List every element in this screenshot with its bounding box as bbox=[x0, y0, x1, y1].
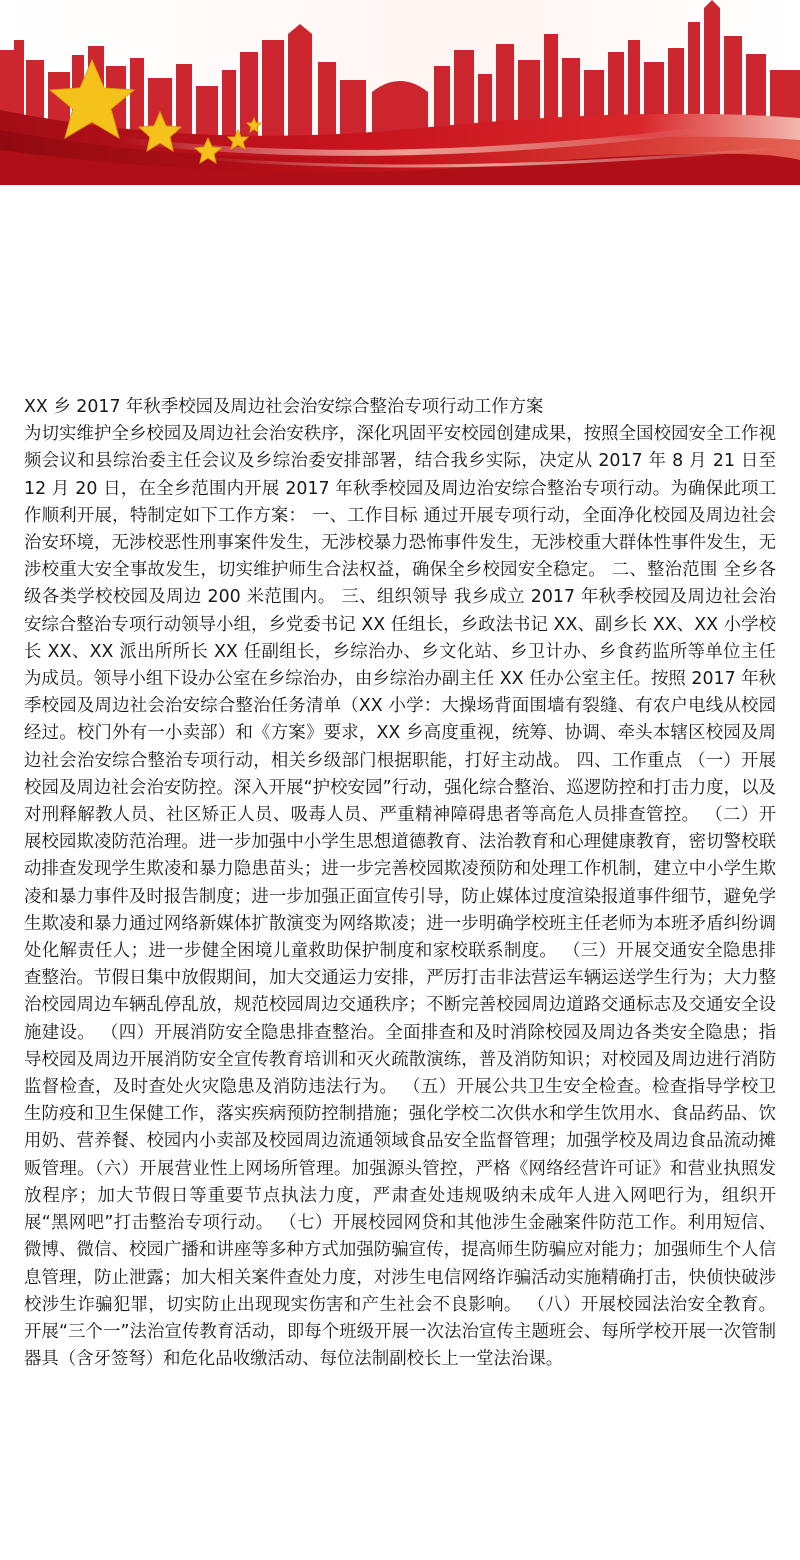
document-title: XX 乡 2017 年秋季校园及周边社会治安综合整治专项行动工作方案 bbox=[24, 397, 544, 417]
header-banner bbox=[0, 0, 800, 185]
banner-graphic bbox=[0, 0, 800, 185]
document-body: 为切实维护全乡校园及周边社会治安秩序，深化巩固平安校园创建成果，按照全国校园安全工作视频会议和县综治委主任会议及乡综治委安排部署，结合我乡实际，决定从 2017 年 8 月 21 日至 12 月 20 日，在全乡范围内开展 2017 年秋季校园及周边治安综合整治专项行动。为确保此项工作顺利开展，特制定如下工作方案： 一、工作目标 通过开展专项行动，全面净化校园及周边社会治安环境，无涉校恶性刑事案件发生，无涉校暴力恐怖事件发生，无涉校重大群体性事件发生，无涉校重大安全事故发生，切实维护师生合法权益，确保全乡校园安全稳定。 二、整治范围 全乡各级各类学校校园及周边 200 米范围内。 三、组织领导 我乡成立 2017 年秋季校园及周边社会治安综合整治专项行动领导小组，乡党委书记 XX 任组长，乡政法书记 XX、副乡长 XX、XX 小学校长 XX、XX 派出所所长 XX 任副组长，乡综治办、乡文化站、乡卫计办、乡食药监所等单位主任为成员。领导小组下设办公室在乡综治办，由乡综治办副主任 XX 任办公室主任。按照 2017 年秋季校园及周边社会治安综合整治任务清单（XX 小学：大操场背面围墙有裂缝、有农户电线从校园经过。校门外有一小卖部）和《方案》要求，XX 乡高度重视，统筹、协调、牵头本辖区校园及周边社会治安综合整治专项行动，相关乡级部门根据职能，打好主动战。 四、工作重点 （一）开展校园及周边社会治安防控。深入开展“护校安园”行动，强化综合整治、巡逻防控和打击力度，以及对刑释解教人员、社区矫正人员、吸毒人员、严重精神障碍患者等高危人员排查管控。 （二）开展校园欺凌防范治理。进一步加强中小学生思想道德教育、法治教育和心理健康教育，密切警校联动排查发现学生欺凌和暴力隐患苗头；进一步完善校园欺凌预防和处理工作机制，建立中小学生欺凌和暴力事件及时报告制度；进一步加强正面宣传引导，防止媒体过度渲染报道事件细节，避免学生欺凌和暴力通过网络新媒体扩散演变为网络欺凌；进一步明确学校班主任老师为本班矛盾纠纷调处化解责任人；进一步健全困境儿童救助保护制度和家校联系制度。 （三）开展交通安全隐患排查整治。节假日集中放假期间，加大交通运力安排，严厉打击非法营运车辆运送学生行为；大力整治校园周边车辆乱停乱放，规范校园周边交通秩序；不断完善校园周边道路交通标志及交通安全设施建设。 （四）开展消防安全隐患排查整治。全面排查和及时消除校园及周边各类安全隐患；指导校园及周边开展消防安全宣传教育培训和灭火疏散演练，普及消防知识；对校园及周边进行消防监督检查，及时查处火灾隐患及消防违法行为。 （五）开展公共卫生安全检查。检查指导学校卫生防疫和卫生保健工作，落实疾病预防控制措施；强化学校二次供水和学生饮用水、食品药品、饮用奶、营养餐、校园内小卖部及校园周边流通领域食品安全监督管理；加强学校及周边食品流动摊贩管理。（六）开展营业性上网场所管理。加强源头管控，严格《网络经营许可证》和营业执照发放程序；加大节假日等重要节点执法力度，严肃查处违规吸纳未成年人进入网吧行为，组织开展“黑网吧”打击整治专项行动。 （七）开展校园网贷和其他涉生金融案件防范工作。利用短信、微博、微信、校园广播和讲座等多种方式加强防骗宣传，提高师生防骗应对能力；加强师生个人信息管理，防止泄露；加大相关案件查处力度，对涉生电信网络诈骗活动实施精确打击，快侦快破涉校涉生诈骗犯罪，切实防止出现现实伤害和产生社会不良影响。 （八）开展校园法治安全教育。开展“三个一”法治宣传教育活动，即每个班级开展一次法治宣传主题班会、每所学校开展一次管制器具（含牙签弩）和危化品收缴活动、每位法制副校长上一堂法治课。 bbox=[24, 424, 776, 1370]
document-content bbox=[24, 394, 776, 1373]
